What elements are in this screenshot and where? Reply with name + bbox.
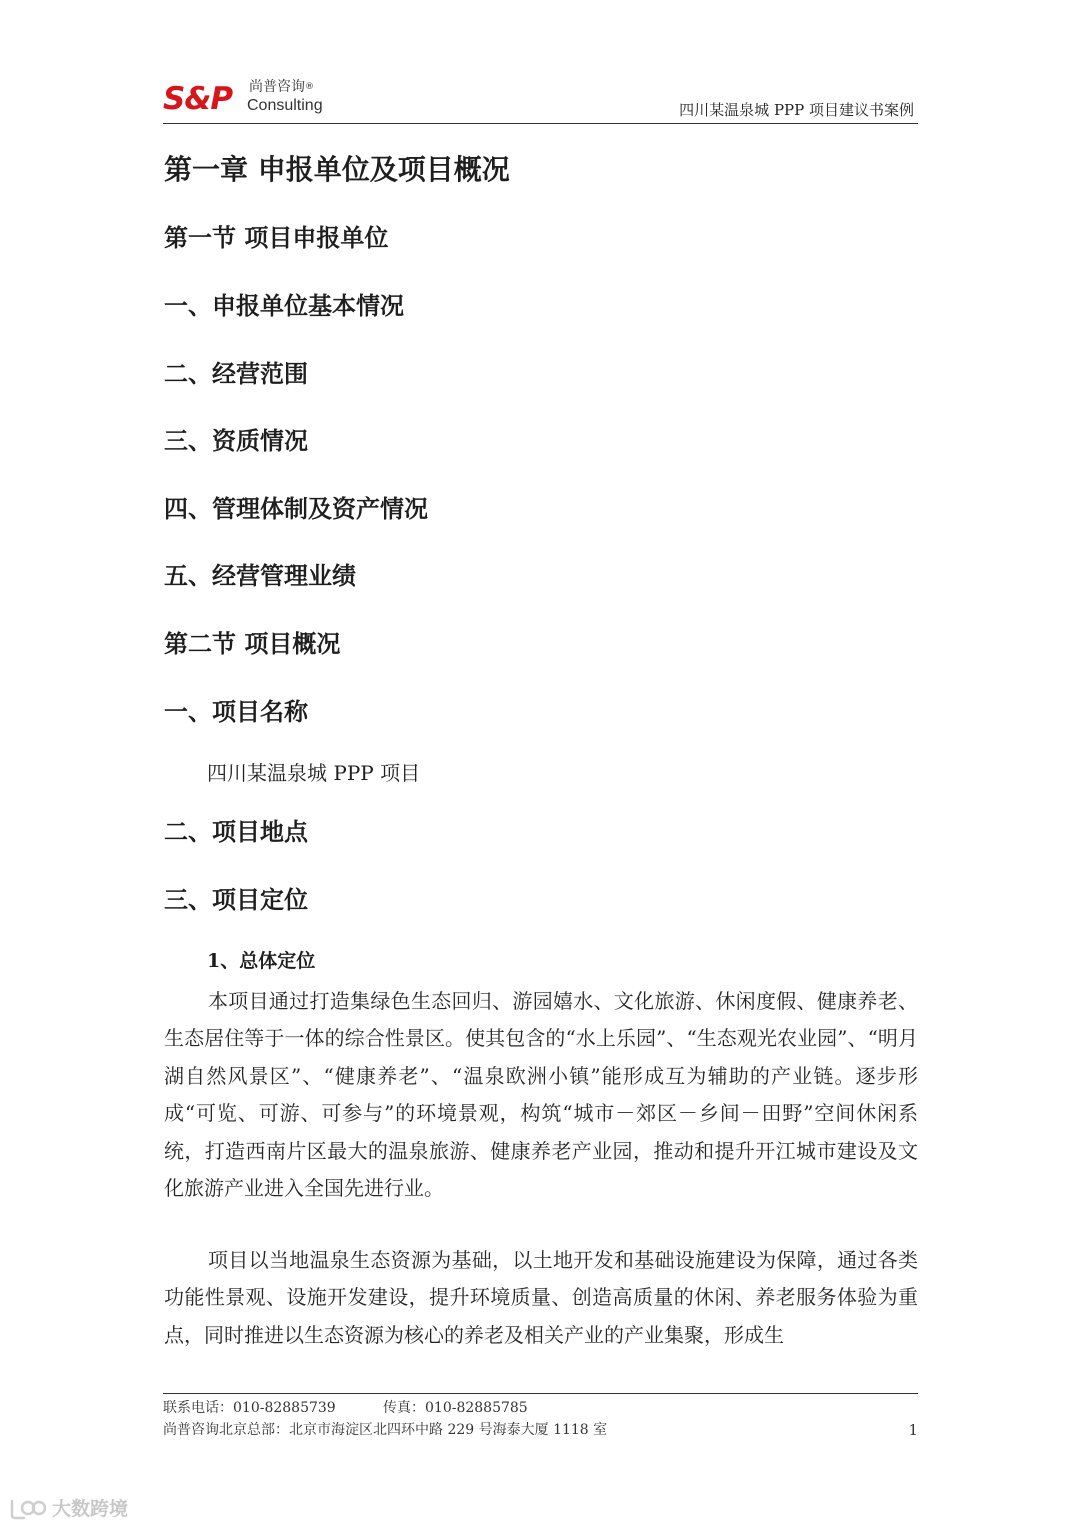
subheading-overall-positioning: 1、总体定位 (207, 950, 316, 972)
watermark-logo-icon (8, 1497, 46, 1521)
heading-management-assets: 四、管理体制及资产情况 (164, 494, 428, 523)
section-title-2: 第二节 项目概况 (164, 629, 341, 658)
document-title: 四川某温泉城 PPP 项目建议书案例 (679, 101, 914, 119)
chapter-title: 第一章 申报单位及项目概况 (164, 153, 510, 186)
heading-business-scope: 二、经营范围 (164, 359, 308, 388)
heading-performance: 五、经营管理业绩 (164, 561, 356, 590)
heading-qualifications: 三、资质情况 (164, 426, 308, 455)
heading-project-positioning: 三、项目定位 (164, 885, 308, 914)
section-title-1: 第一节 项目申报单位 (164, 223, 389, 252)
heading-applicant-basic-info: 一、申报单位基本情况 (164, 291, 404, 320)
paragraph-1: 本项目通过打造集绿色生态回归、游园嬉水、文化旅游、休闲度假、健康养老、生态居住等于一体的综合性景区。使其包含的“水上乐园”、“生态观光农业园”、“明月湖自然风景区”、“健康养老”、“温泉欧洲小镇”能形成互为辅助的产业链。逐步形成“可览、可游、可参与”的环境景观，构筑“城市－郊区－乡间－田野”空间休闲系统，打造西南片区最大的温泉旅游、健康养老产业园，推动和提升开江城市建设及文化旅游产业进入全国先进行业。 (164, 989, 918, 1201)
project-name-text: 四川某温泉城 PPP 项目 (207, 761, 421, 785)
footer-address: 尚普咨询北京总部：北京市海淀区北四环中路 229 号海泰大厦 1118 室 (163, 1422, 608, 1438)
footer-fax: 传真：010-82885785 (383, 1400, 528, 1416)
paragraph-2: 项目以当地温泉生态资源为基础，以土地开发和基础设施建设为保障，通过各类功能性景观、设施开发建设，提升环境质量、创造高质量的休闲、养老服务体验为重点，同时推进以生态资源为核心的养老及相关产业的产业集聚，形成生 (164, 1248, 918, 1347)
heading-project-name: 一、项目名称 (164, 697, 308, 726)
page-number: 1 (908, 1421, 918, 1439)
header-divider (163, 123, 918, 124)
logo-mark: S&P (163, 81, 233, 117)
watermark-text: 大数跨境 (52, 1498, 129, 1520)
footer-phone: 联系电话：010-82885739 (163, 1400, 336, 1416)
logo-english-name: Consulting (247, 97, 323, 114)
page-header (163, 70, 918, 125)
footer-divider (163, 1393, 918, 1394)
logo-chinese-name: 尚普咨询® (249, 79, 314, 95)
heading-project-location: 二、项目地点 (164, 817, 308, 846)
